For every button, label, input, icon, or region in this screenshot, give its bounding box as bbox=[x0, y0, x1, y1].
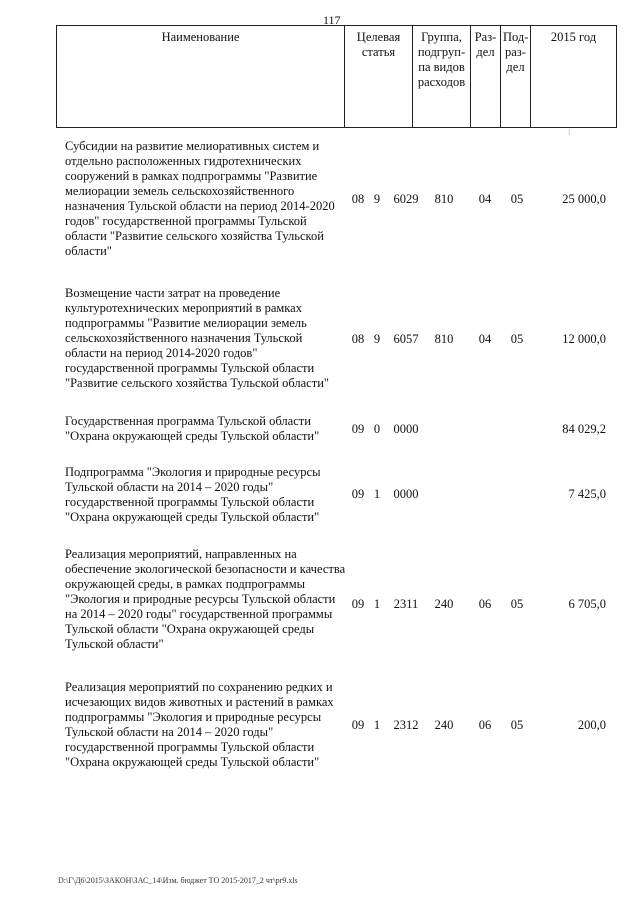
row-subprogram: 9 bbox=[373, 332, 381, 346]
header-year-2015: 2015 год bbox=[531, 26, 617, 128]
row-section: 06 bbox=[478, 718, 492, 732]
page-number: 117 bbox=[323, 13, 341, 27]
row-direction: 6029 bbox=[393, 192, 419, 206]
row-amount: 25 000,0 bbox=[562, 192, 606, 206]
row-subprogram: 1 bbox=[373, 718, 381, 732]
header-target-article: Целевая статья bbox=[345, 26, 413, 128]
file-path-footer: D:\Г\Д6\2015\ЗАКОН\ЗАС_14\Изм. бюджет ТО 2015-2017_2 чт\pr9.xls bbox=[58, 876, 298, 885]
margin-mark: ⁝ bbox=[568, 128, 571, 137]
row-name: Реализация мероприятий, направленных на обеспечение экологической безопасности и качества окружающей среды, в рамках подпрограммы "Экология и природные ресурсы Тульской области на 2014 – 2020 годы" государственной программы Тульской области "Охрана окружающей среды Тульской области" bbox=[65, 547, 346, 651]
header-name: Наименование bbox=[57, 26, 345, 128]
row-expense-group: 810 bbox=[434, 332, 454, 346]
table-row bbox=[60, 680, 616, 772]
table-row bbox=[60, 139, 616, 259]
row-section: 06 bbox=[478, 597, 492, 611]
row-direction: 2311 bbox=[393, 597, 419, 611]
row-direction: 6057 bbox=[393, 332, 419, 346]
row-program: 09 bbox=[351, 718, 365, 732]
row-program: 08 bbox=[351, 332, 365, 346]
row-name: Субсидии на развитие мелиоративных систем и отдельно расположенных гидротехнических сооружений в рамках подпрограммы "Развитие мелиорации земель сельскохозяйственного назначения Тульской области на период 2014-2020 годов" государственной программы Тульской области "Развитие сельского хозяйства Тульской области" bbox=[65, 139, 335, 258]
row-name: Подпрограмма "Экология и природные ресурсы Тульской области на 2014 – 2020 годы" государственной программы Тульской области "Охрана окружающей среды Тульской области" bbox=[65, 465, 321, 524]
row-amount: 12 000,0 bbox=[562, 332, 606, 346]
row-section: 04 bbox=[478, 332, 492, 346]
row-direction: 2312 bbox=[393, 718, 419, 732]
row-amount: 7 425,0 bbox=[568, 487, 606, 501]
row-program: 09 bbox=[351, 422, 365, 436]
table-row bbox=[60, 286, 616, 391]
header-section: Раз- дел bbox=[471, 26, 501, 128]
row-name: Реализация мероприятий по сохранению редких и исчезающих видов животных и растений в рамках подпрограммы "Экология и природные ресурсы Тульской области на 2014 – 2020 годы" государственной программы Тульской области "Охрана окружающей среды Тульской области" bbox=[65, 680, 334, 769]
row-direction: 0000 bbox=[393, 422, 419, 436]
row-program: 09 bbox=[351, 487, 365, 501]
row-program: 09 bbox=[351, 597, 365, 611]
row-subsection: 05 bbox=[510, 718, 524, 732]
table-row bbox=[60, 414, 616, 444]
row-subprogram: 0 bbox=[373, 422, 381, 436]
row-expense-group: 810 bbox=[434, 192, 454, 206]
table-row bbox=[60, 547, 616, 659]
row-direction: 0000 bbox=[393, 487, 419, 501]
header-subsection: Под- раз- дел bbox=[501, 26, 531, 128]
row-subprogram: 9 bbox=[373, 192, 381, 206]
row-subsection: 05 bbox=[510, 597, 524, 611]
row-name: Возмещение части затрат на проведение культуротехнических мероприятий в рамках подпрограммы "Развитие мелиорации земель сельскохозяйственного назначения Тульской области на период 2014-2020 годов" государственной программы Тульской области "Развитие сельского хозяйства Тульской области" bbox=[65, 286, 329, 390]
row-subprogram: 1 bbox=[373, 487, 381, 501]
row-amount: 6 705,0 bbox=[568, 597, 606, 611]
header-expense-group: Группа, подгруп- па видов расходов bbox=[413, 26, 471, 128]
row-subsection: 05 bbox=[510, 332, 524, 346]
row-section: 04 bbox=[478, 192, 492, 206]
row-expense-group: 240 bbox=[434, 718, 454, 732]
row-amount: 200,0 bbox=[577, 718, 606, 732]
row-subsection: 05 bbox=[510, 192, 524, 206]
row-name: Государственная программа Тульской области "Охрана окружающей среды Тульской области" bbox=[65, 414, 320, 443]
row-program: 08 bbox=[351, 192, 365, 206]
table-header bbox=[56, 25, 617, 128]
row-subprogram: 1 bbox=[373, 597, 381, 611]
table-row bbox=[60, 465, 616, 525]
row-expense-group: 240 bbox=[434, 597, 454, 611]
row-amount: 84 029,2 bbox=[562, 422, 606, 436]
